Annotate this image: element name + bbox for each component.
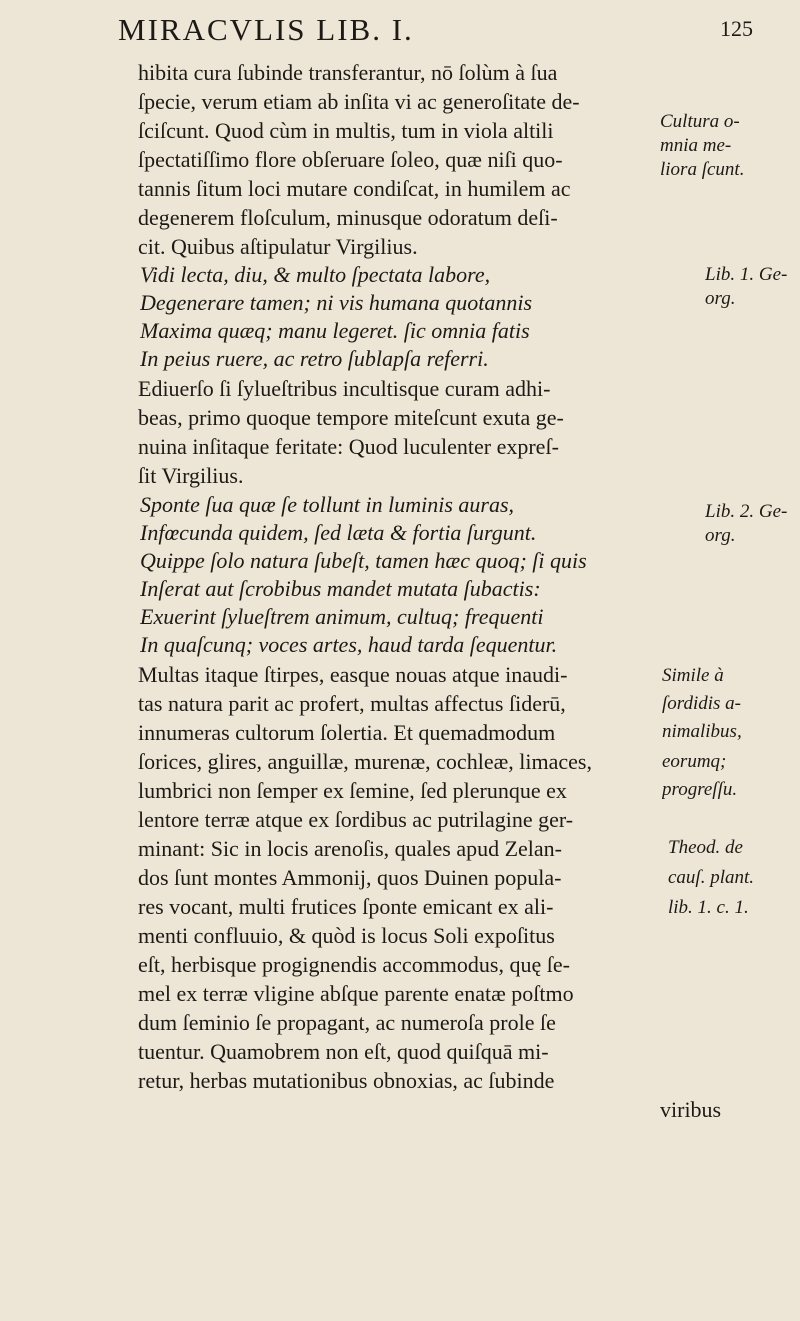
text-line: eſt, herbisque progignendis accommodus, quę ſe- (138, 952, 570, 977)
text-line: cit. Quibus aſtipulatur Virgilius. (138, 234, 418, 259)
text-line: tas natura parit ac profert, multas affectus ſiderū, (138, 691, 566, 716)
verse-line: Degenerare tamen; ni vis humana quotannis (140, 290, 533, 315)
text-line: tannis ſitum loci mutare condiſcat, in humilem ac (138, 176, 571, 201)
text-line: beas, primo quoque tempore miteſcunt exuta ge- (138, 405, 564, 430)
text-line: mel ex terræ vligine abſque parente enatæ poſtmo (138, 981, 574, 1006)
margin-note: Lib. 2. Ge- (705, 501, 788, 522)
margin-note: cauſ. plant. (668, 867, 755, 888)
text-line: minant: Sic in locis arenoſis, quales apud Zelan- (138, 836, 563, 861)
text-line: ſpecie, verum etiam ab inſita vi ac generoſitate de- (138, 89, 580, 114)
text-line: lentore terræ atque ex ſordibus ac putrilagine ger- (138, 807, 574, 832)
margin-note: nimalibus, (662, 721, 742, 742)
margin-note: org. (705, 288, 736, 309)
text-line: innumeras cultorum ſolertia. Et quemadmodum (138, 720, 556, 745)
text-line: degenerem floſculum, minusque odoratum deſi- (138, 205, 558, 230)
margin-note: ſordidis a- (662, 693, 741, 714)
margin-note: Cultura o- (660, 111, 740, 132)
text-line: menti confluuio, & quòd is locus Soli expoſitus (138, 923, 555, 948)
verse-line: Quippe ſolo natura ſubeſt, tamen hæc quoq; ſi quis (140, 548, 587, 573)
margin-note: org. (705, 525, 736, 546)
verse-line: In quaſcunq; voces artes, haud tarda ſequentur. (140, 632, 558, 657)
margin-note: Lib. 1. Ge- (705, 264, 788, 285)
margin-note: lib. 1. c. 1. (668, 897, 749, 918)
verse-line: Sponte ſua quæ ſe tollunt in luminis auras, (140, 492, 515, 517)
text-line: dos ſunt montes Ammonij, quos Duinen popula- (138, 865, 562, 890)
text-line: Multas itaque ſtirpes, easque nouas atque inaudi- (138, 662, 568, 687)
text-line: nuina inſitaque feritate: Quod luculenter expreſ- (138, 434, 559, 459)
page-number: 125 (720, 16, 753, 41)
running-head: MIRACVLIS LIB. I. (118, 12, 414, 47)
text-line: retur, herbas mutationibus obnoxias, ac ſubinde (138, 1068, 555, 1093)
verse-line: Vidi lecta, diu, & multo ſpectata labore, (140, 262, 491, 287)
text-line: lumbrici non ſemper ex ſemine, ſed plerunque ex (138, 778, 567, 803)
verse-line: Infœcunda quidem, ſed læta & fortia ſurgunt. (140, 520, 537, 545)
margin-note: Theod. de (668, 837, 743, 858)
margin-note: progreſſu. (662, 779, 738, 800)
text-line: ſpectatiſſimo flore obſeruare ſoleo, quæ niſi quo- (138, 147, 563, 172)
text-line: ſciſcunt. Quod cùm in multis, tum in viola altili (138, 118, 554, 143)
text-line: tuentur. Quamobrem non eſt, quod quiſquā mi- (138, 1039, 549, 1064)
text-line: ſorices, glires, anguillæ, murenæ, cochleæ, limaces, (138, 749, 592, 774)
text-line: hibita cura ſubinde transferantur, nō ſolùm à ſua (138, 60, 558, 85)
text-line: res vocant, multi frutices ſponte emicant ex ali- (138, 894, 554, 919)
margin-note: eorumq; (662, 751, 727, 772)
margin-note: mnia me- (660, 135, 732, 156)
verse-line: Exuerint ſylueſtrem animum, cultuq; frequenti (140, 604, 544, 629)
verse-line: In peius ruere, ac retro ſublapſa referri. (140, 346, 489, 371)
text-line: ſit Virgilius. (138, 463, 244, 488)
margin-note: liora ſcunt. (660, 159, 745, 180)
text-line: Ediuerſo ſi ſylueſtribus incultisque curam adhi- (138, 376, 551, 401)
catchword: viribus (660, 1097, 722, 1122)
verse-line: Maxima quæq; manu legeret. ſic omnia fatis (140, 318, 530, 343)
text-line: dum ſeminio ſe propagant, ac numeroſa prole ſe (138, 1010, 556, 1035)
margin-note: Simile à (662, 665, 724, 686)
verse-line: Inſerat aut ſcrobibus mandet mutata ſubactis: (140, 576, 541, 601)
